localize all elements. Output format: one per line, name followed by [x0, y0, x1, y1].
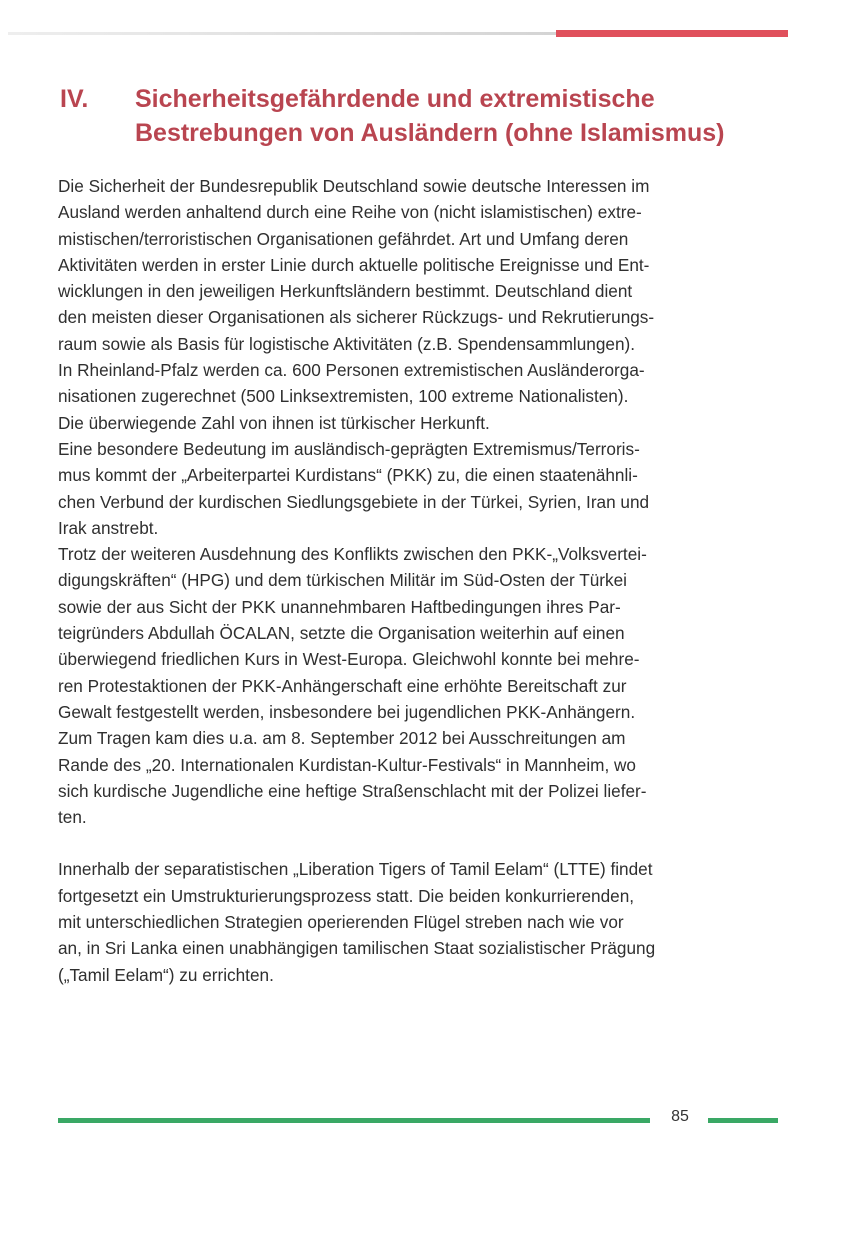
section-heading [60, 82, 800, 150]
footer-divider [58, 1118, 650, 1123]
page-number: 85 [671, 1108, 689, 1125]
section-title-line-1: Sicherheitsgefährdende und extremistische [135, 85, 655, 113]
text-line: an, in Sri Lanka einen unabhängigen tamilischen Staat sozialistischer Prägung [58, 938, 656, 959]
section-title-line-2: Bestrebungen von Ausländern (ohne Islamismus) [135, 119, 725, 147]
text-line: Gewalt festgestellt werden, insbesondere bei jugendlichen PKK-Anhängern. [58, 701, 636, 722]
text-line: chen Verbund der kurdischen Siedlungsgebiete in der Türkei, Syrien, Iran und [58, 491, 650, 512]
text-line: mistischen/terroristischen Organisationen gefährdet. Art und Umfang deren [58, 228, 629, 249]
text-line: Rande des „20. Internationalen Kurdistan-Kultur-Festivals“ in Mannheim, wo [58, 754, 636, 775]
footer-accent-bar [708, 1118, 778, 1123]
text-line: raum sowie als Basis für logistische Aktivitäten (z.B. Spendensammlungen). [58, 333, 635, 354]
text-line: Zum Tragen kam dies u.a. am 8. September 2012 bei Ausschreitungen am [58, 728, 626, 749]
text-line: nisationen zugerechnet (500 Linksextremisten, 100 extreme Nationalisten). [58, 386, 629, 407]
text-line: digungskräften“ (HPG) und dem türkischen Militär im Süd-Osten der Türkei [58, 570, 627, 591]
text-line: fortgesetzt ein Umstrukturierungsprozess statt. Die beiden konkurrierenden, [58, 885, 635, 906]
text-line: Trotz der weiteren Ausdehnung des Konflikts zwischen den PKK-„Volksvertei- [58, 544, 647, 565]
text-line: ren Protestaktionen der PKK-Anhängerschaft eine erhöhte Bereitschaft zur [58, 675, 627, 696]
text-line: Aktivitäten werden in erster Linie durch aktuelle politische Ereignisse und Ent- [58, 254, 650, 275]
text-line: überwiegend friedlichen Kurs in West-Europa. Gleichwohl konnte bei mehre- [58, 649, 640, 670]
text-line: mit unterschiedlichen Strategien operierenden Flügel streben nach wie vor [58, 912, 624, 933]
text-line: mus kommt der „Arbeiterpartei Kurdistans“ (PKK) zu, die einen staatenähnli- [58, 465, 638, 486]
text-line: („Tamil Eelam“) zu errichten. [58, 964, 274, 985]
section-number: IV. [60, 85, 89, 113]
text-line: Die überwiegende Zahl von ihnen ist türkischer Herkunft. [58, 412, 490, 433]
text-line: teigründers Abdullah ÖCALAN, setzte die Organisation weiterhin auf einen [58, 623, 625, 644]
section-title [135, 82, 800, 150]
text-line: sich kurdische Jugendliche eine heftige Straßenschlacht mit der Polizei liefer- [58, 780, 647, 801]
text-line: Ausland werden anhaltend durch eine Reihe von (nicht islamistischen) extre- [58, 202, 642, 223]
text-line: wicklungen in den jeweiligen Herkunftsländern bestimmt. Deutschland dient [58, 281, 633, 302]
top-accent-bar [556, 30, 788, 37]
top-divider [8, 32, 556, 35]
text-line: Innerhalb der separatistischen „Liberation Tigers of Tamil Eelam“ (LTTE) findet [58, 859, 653, 880]
text-line: den meisten dieser Organisationen als sicherer Rückzugs- und Rekrutierungs- [58, 307, 655, 328]
text-line: ten. [58, 807, 87, 828]
text-line: Eine besondere Bedeutung im ausländisch-geprägten Extremismus/Terroris- [58, 438, 640, 459]
text-line: Die Sicherheit der Bundesrepublik Deutschland sowie deutsche Interessen im [58, 176, 650, 196]
text-line: In Rheinland-Pfalz werden ca. 600 Personen extremistischen Ausländerorga- [58, 360, 645, 381]
text-line: Irak anstrebt. [58, 517, 159, 538]
body-text [58, 173, 780, 988]
text-line: sowie der aus Sicht der PKK unannehmbaren Haftbedingungen ihres Par- [58, 596, 621, 617]
